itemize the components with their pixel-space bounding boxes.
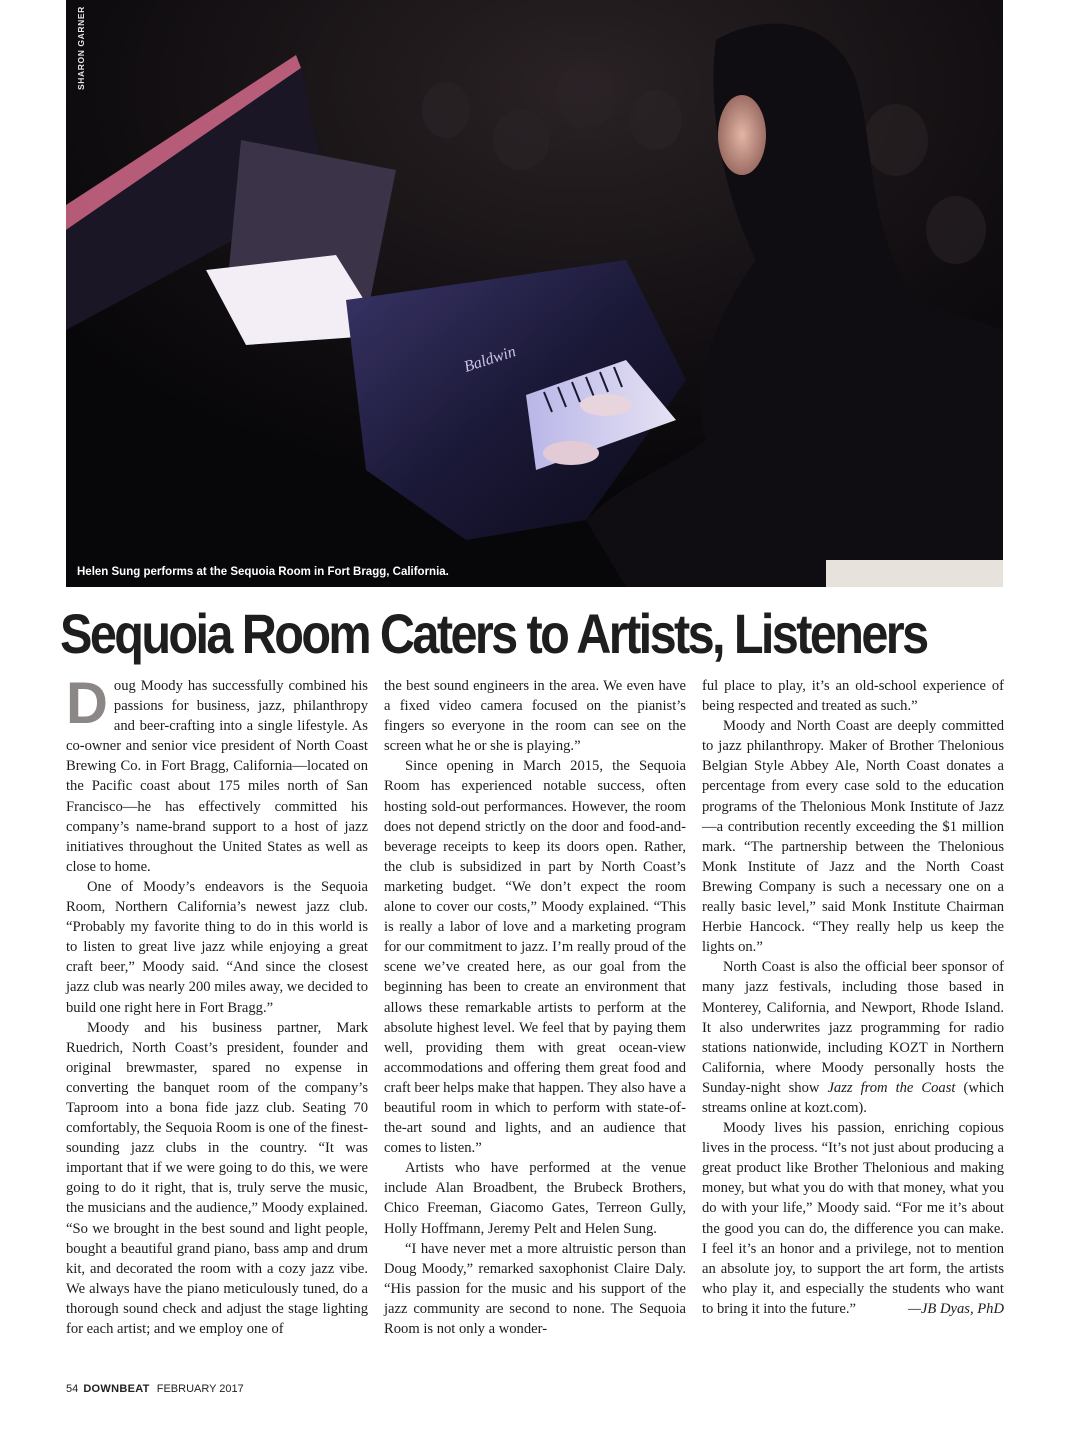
right-hand [543, 441, 599, 465]
left-hand [580, 394, 632, 416]
photo-credit: SHARON GARNER [76, 6, 86, 90]
pianist-face [718, 95, 766, 175]
paragraph: ful place to play, it’s an old-school experience of being respected and treated as such.” [702, 678, 1004, 715]
paragraph: Moody and his business partner, Mark Ruedrich, North Coast’s president, founder and original brewmaster, spared no expense in converting the banquet room of the company’s Taproom into a bona fide jazz club. Seating 70 comfortably, the Sequoia Room is one of the finest-sounding jazz clubs in the country. “It was important that if we were going to do this, we were going to do it right, that is, truly serve the music, the musicians and the audience,” Moody explained. “So we brought in the best sound and light people, bought a beautiful grand piano, bass amp and drum kit, and decorated the room with a cozy jazz vibe. We always have the piano meticulously tuned, do a thorough sound check and adjust the stage lighting for each artist; and we employ one of [66, 1019, 368, 1337]
article-column-2 [384, 676, 686, 1339]
paragraph: “I have never met a more altruistic person than Doug Moody,” remarked saxophonist Claire Daly. “His passion for the music and his support of the jazz community are second to none. The Sequoia Room is not only a wonder- [384, 1240, 686, 1337]
drop-cap: D [66, 671, 108, 736]
article-headline: Sequoia Room Caters to Artists, Listeners [60, 602, 927, 665]
article-column-1 [66, 671, 368, 1339]
paragraph: Doug Moody has successfully combined his passions for business, jazz, philanthropy and beer-crafting into a single lifestyle. As co-owner and senior vice president of North Coast Brewing Co. in Fort Bragg, California—located on the Pacific coast about 175 miles north of San Francisco—he has effectively committed his company’s name-brand support to a host of jazz initiatives throughout the United States as well as close to home. [66, 671, 368, 875]
photo-caption: Helen Sung performs at the Sequoia Room in Fort Bragg, California. [77, 566, 449, 578]
paragraph: Since opening in March 2015, the Sequoia Room has experienced notable success, often hosting sold-out performances. However, the room does not depend strictly on the door and food-and-beverage receipts to keep its doors open. Rather, the club is subsidized in part by North Coast’s marketing budget. “We don’t expect the room alone to cover our costs,” Moody explained. “This is really a labor of love and a marketing program for our commitment to jazz. I’m really proud of the scene we’ve created here, as our goal from the beginning has been to create an environment that allows these remarkable artists to perform at the absolute highest level. We feel that by paying them well, providing them with great ocean-view accommodations and offering them great food and craft beer helps make that happen. They also have a beautiful room in which to perform with state-of-the-art sound and lights, and an audience that comes to listen.” [384, 758, 687, 1157]
paragraph: North Coast is also the official beer sponsor of many jazz festivals, including those based in Monterey, California, and Newport, Rhode Island. It also underwrites jazz programming for radio stations nationwide, including KOZT in Northern California, where Moody personally hosts the Sunday-night show Jazz from the Coast (which streams online at kozt.com). [702, 959, 1004, 1116]
piano-brand-label: Baldwin [461, 343, 518, 376]
pianist-photo-illustration [66, 0, 1003, 587]
article-column-3 [702, 676, 1004, 1319]
stage-floor [826, 560, 1003, 587]
paragraph: One of Moody’s endeavors is the Sequoia Room, Northern California’s newest jazz club. “Probably my favorite thing to do in this world is to listen to great live jazz while enjoying a great craft beer,” Moody said. “And since the closest jazz club was nearly 200 miles away, we decided to build one right here in Fort Bragg.” [66, 878, 368, 1016]
issue-date: FEBRUARY 2017 [156, 1383, 244, 1395]
page-number: 54 [66, 1383, 79, 1395]
paragraph: the best sound engineers in the area. We even have a fixed video camera focused on the pianist’s fingers so everyone in the room can see on the screen what he or she is playing.” [384, 678, 686, 755]
paragraph: Artists who have performed at the venue include Alan Broadbent, the Brubeck Brothers, Chico Freeman, Giacomo Gates, Terreon Gully, Holly Hoffmann, Jeremy Pelt and Helen Sung. [384, 1160, 686, 1237]
paragraph: Moody and North Coast are deeply committed to jazz philanthropy. Maker of Brother Thelonious Belgian Style Abbey Ale, North Coast donates a percentage from every case sold to the education programs of the Thelonious Monk Institute of Jazz—a contribution recently exceeding the $1 million mark. “The partnership between the Thelonious Monk Institute of Jazz and the North Coast Brewing Company is such a necessary one on a really basic level,” said Monk Institute Chairman Herbie Hancock. “They really help us keep the lights on.” [702, 718, 1004, 956]
page-footer [66, 1383, 244, 1395]
feature-photo [66, 0, 1003, 587]
author-byline: —JB Dyas, PhD [907, 1300, 1004, 1317]
radio-show-title: Jazz from the Coast [827, 1079, 956, 1096]
magazine-name: DOWNBEAT [83, 1383, 150, 1395]
paragraph: Moody lives his passion, enriching copious lives in the process. “It’s not just about producing a great product like Brother Thelonious and making money, but what you do with that money, what you do with your life,” Moody said. “For me it’s about the good you can do, the difference you can make. I feel it’s an honor and a privilege, not to mention an absolute joy, to support the art form, the artists who play it, and especially the students who want to bring it into the future.” —JB Dyas, PhD [702, 1118, 1004, 1319]
